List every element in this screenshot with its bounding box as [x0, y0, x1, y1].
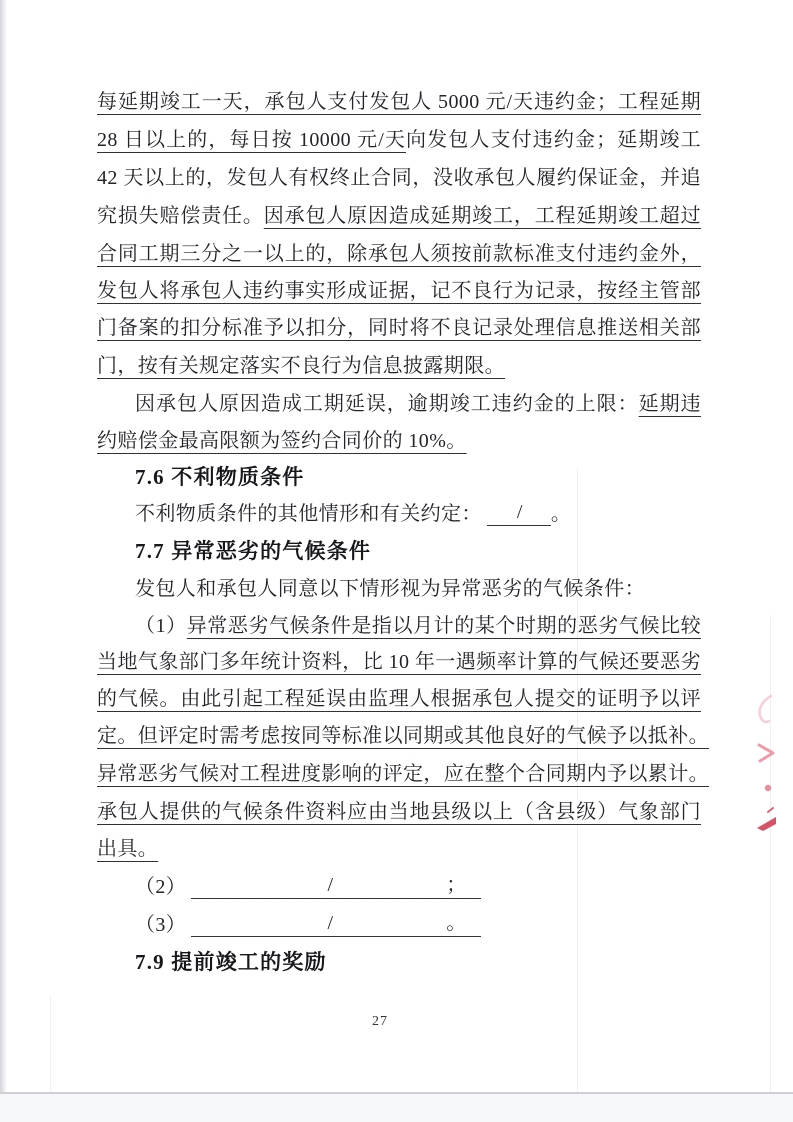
text-segment: 究损失赔偿责任。 [97, 205, 264, 227]
text-segment: 7.9 提前竣工的奖励 [135, 950, 327, 974]
blank-slash: / [327, 874, 334, 896]
liquidated-damages-line-4 [97, 202, 701, 232]
seal-stroke-wedge [757, 817, 776, 831]
liquidated-damages-line-6 [97, 277, 701, 307]
liquidated-damages-line-3 [97, 164, 701, 194]
blank-slash: / [516, 501, 523, 523]
text-segment: 定。但评定时需考虑按同等标准以同期或其他良好的气候予以抵补。 [97, 725, 709, 747]
seal-stroke-curve [760, 696, 771, 722]
seal-stroke-dot [765, 785, 771, 791]
liquidated-damages-line-1 [97, 88, 701, 118]
text-segment: 发包人将承包人违约事实形成证据，记不良行为记录，按经主管部 [97, 280, 701, 302]
page-number: 27 [372, 1014, 388, 1029]
blank-punctuation: 。 [446, 912, 467, 934]
weather-item-1-line-1 [97, 612, 701, 642]
text-segment: 不利物质条件的其他情形和有关约定： [135, 503, 482, 525]
text-segment: 因承包人原因造成延期竣工，工程延期竣工超过 [263, 205, 701, 227]
text-segment: 的气候。由此引起工程延误由监理人根据承包人提交的证明予以评 [97, 688, 701, 710]
heading-7-6 [97, 463, 701, 493]
text-segment: 出具。 [97, 838, 159, 860]
liquidated-damages-line-2 [97, 126, 701, 156]
text-segment: 向发包人支付违约金；延期竣工 [406, 129, 701, 151]
text-segment: 。 [550, 503, 572, 525]
weather-item-1-line-6 [97, 798, 701, 828]
text-segment: 合同工期三分之一以上的，除承包人须按前款标准支付违约金外， [97, 243, 701, 265]
text-segment: 门，按有关规定落实不良行为信息披露期限。 [97, 355, 505, 377]
liquidated-damages-line-8 [97, 352, 701, 382]
liquidated-damages-line-5 [97, 240, 701, 270]
text-segment: 发包人和承包人同意以下情形视为异常恶劣的气候条件： [135, 578, 645, 600]
text-segment: 每延期竣工一天，承包人支付发包人 5000 元/天违约金；工程延期 [97, 91, 701, 113]
fill-in-blank [191, 911, 481, 937]
weather-item-1-line-2 [97, 648, 701, 678]
fill-in-blank [191, 873, 481, 899]
seal-stroke-chevron [759, 745, 773, 761]
heading-7-7 [97, 537, 701, 567]
text-segment: 延期违 [638, 393, 701, 415]
text-segment: （2） [135, 876, 187, 898]
text-segment: 异常恶劣气候条件是指以月计的某个时期的恶劣气候比较 [186, 615, 701, 637]
text-segment: 异常恶劣气候对工程进度影响的评定，应在整个合同期内予以累计。 [97, 763, 709, 785]
text-segment: 当地气象部门多年统计资料，比 10 年一遇频率计算的气候还要恶劣 [97, 651, 701, 673]
weather-intro-line [97, 575, 701, 605]
damages-cap-line-2 [97, 427, 701, 457]
text-segment: 约赔偿金最高限额为签约合同价的 10%。 [97, 430, 467, 452]
paging-seal-fragment-icon [748, 688, 793, 833]
weather-item-1-line-4 [97, 722, 709, 752]
text-segment: 28 日以上的，每日按 10000 元/天 [97, 129, 407, 151]
text-segment: 7.6 不利物质条件 [135, 465, 305, 489]
weather-item-3-line [97, 911, 701, 941]
adverse-physical-conditions-line [97, 500, 701, 530]
text-segment: 门备案的扣分标准予以扣分，同时将不良记录处理信息推送相关部 [97, 317, 701, 339]
weather-item-2-line [97, 873, 701, 903]
text-segment: 承包人提供的气候条件资料应由当地县级以上（含县级）气象部门 [97, 801, 701, 823]
text-segment: （1） [135, 615, 187, 637]
weather-item-1-line-5 [97, 760, 709, 790]
damages-cap-line-1 [97, 390, 701, 420]
text-segment: 因承包人原因造成工期延误，逾期竣工违约金的上限： [135, 393, 639, 415]
fill-in-blank [487, 500, 551, 526]
liquidated-damages-line-7 [97, 314, 701, 344]
seal-stroke-tick [768, 808, 773, 812]
heading-7-9 [97, 948, 701, 978]
weather-item-1-line-3 [97, 685, 701, 715]
text-segment: （3） [135, 914, 187, 936]
blank-slash: / [327, 912, 334, 934]
text-segment: 42 天以上的，发包人有权终止合同，没收承包人履约保证金，并追 [97, 167, 701, 189]
text-segment: 7.7 异常恶劣的气候条件 [135, 539, 372, 563]
blank-punctuation: ； [446, 874, 467, 896]
weather-item-1-line-7 [97, 835, 701, 865]
